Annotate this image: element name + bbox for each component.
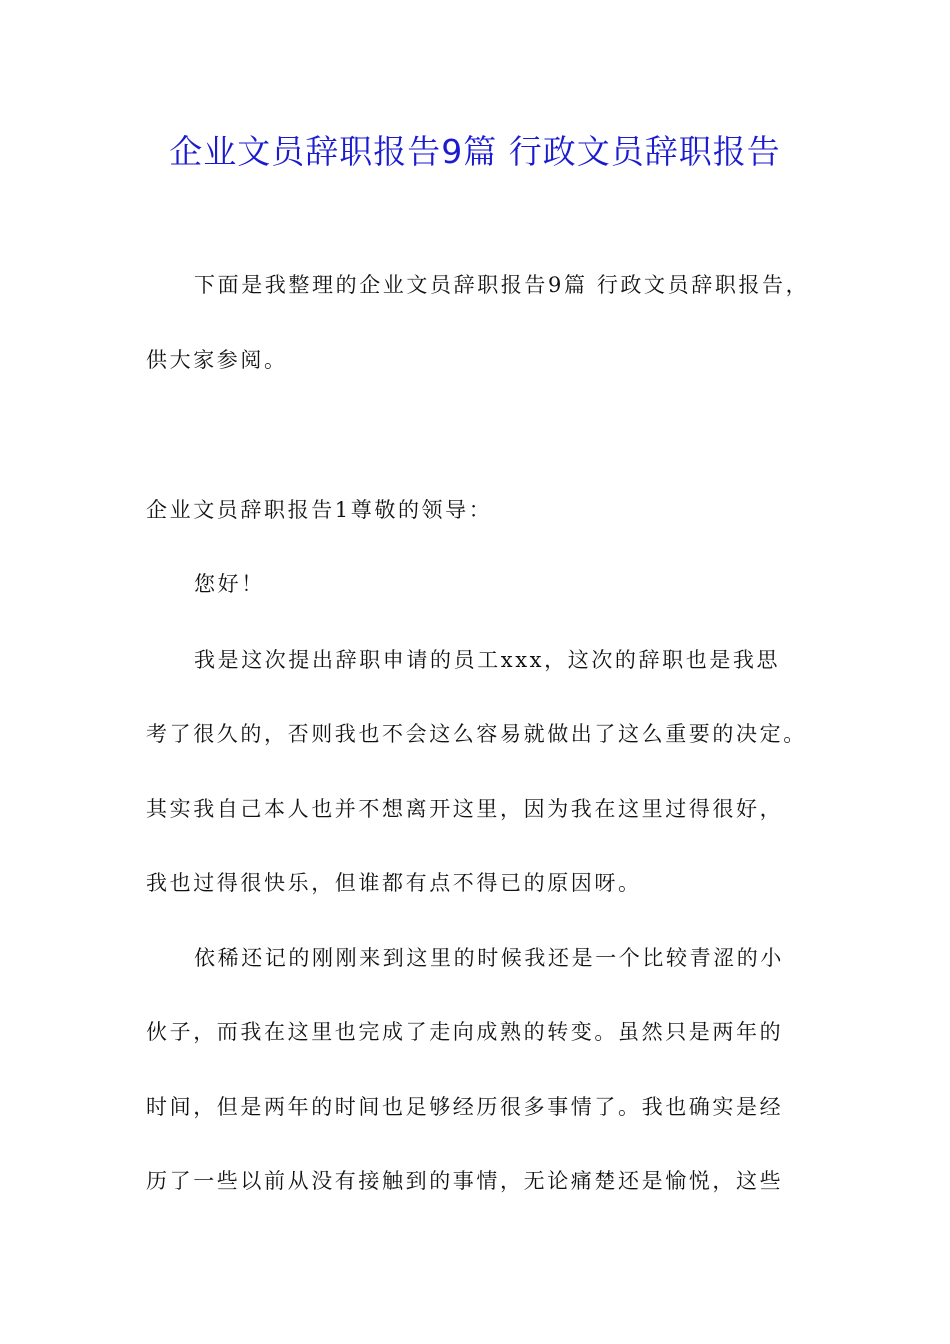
document-title: 企业文员辞职报告9篇 行政文员辞职报告 xyxy=(169,132,781,171)
greeting: 您好！ xyxy=(194,572,265,596)
intro-line-2: 供大家参阅。 xyxy=(146,348,288,372)
paragraph2-line-4: 历了一些以前从没有接触到的事情，无论痛楚还是愉悦，这些 xyxy=(146,1169,784,1193)
paragraph1-line-1: 我是这次提出辞职申请的员工xxx，这次的辞职也是我思 xyxy=(194,648,781,672)
paragraph2-line-1: 依稀还记的刚刚来到这里的时候我还是一个比较青涩的小 xyxy=(194,946,784,970)
section-heading: 企业文员辞职报告1尊敬的领导： xyxy=(146,498,493,522)
paragraph1-line-3: 其实我自己本人也并不想离开这里，因为我在这里过得很好， xyxy=(146,797,784,821)
paragraph1-line-2: 考了很久的，否则我也不会这么容易就做出了这么重要的决定。 xyxy=(146,722,807,746)
paragraph2-line-2: 伙子，而我在这里也完成了走向成熟的转变。虽然只是两年的 xyxy=(146,1020,784,1044)
paragraph2-line-3: 时间，但是两年的时间也足够经历很多事情了。我也确实是经 xyxy=(146,1095,784,1119)
intro-line-1: 下面是我整理的企业文员辞职报告9篇 行政文员辞职报告， xyxy=(194,273,810,297)
paragraph1-line-4: 我也过得很快乐，但谁都有点不得已的原因呀。 xyxy=(146,871,642,895)
